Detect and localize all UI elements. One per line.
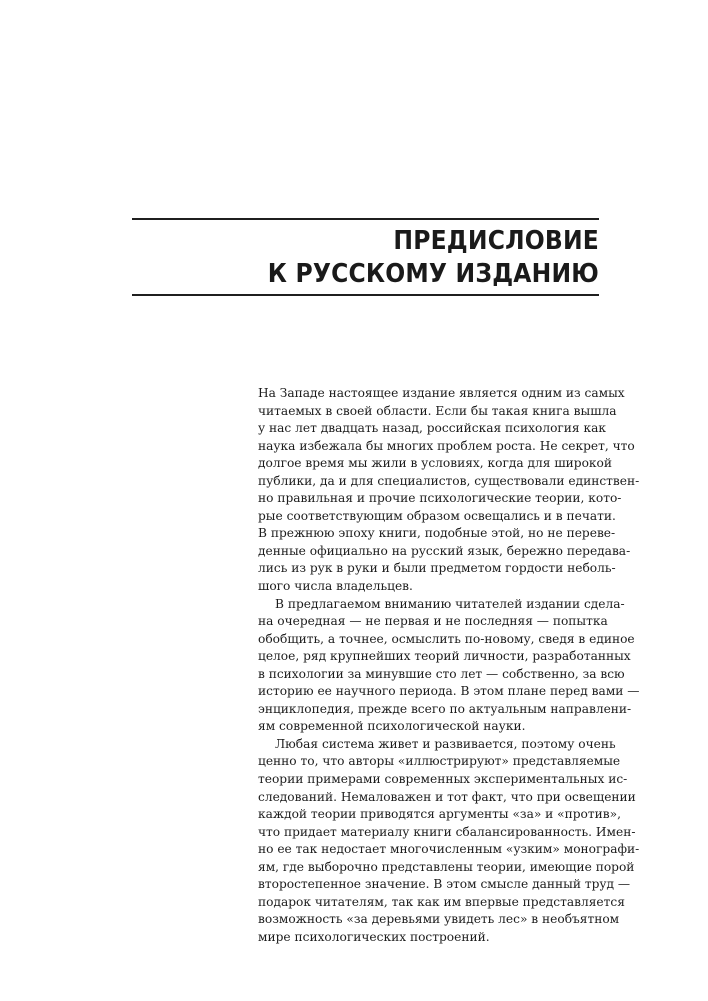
bottom-rule: [132, 294, 599, 296]
paragraph: [258, 736, 640, 947]
text-line: шого числа владельцев.: [258, 579, 413, 594]
text-line: Любая система живет и развивается, поэтому очень: [275, 736, 616, 751]
text-line: ценно то, что авторы «иллюстрируют» представляемые: [258, 754, 621, 769]
text-line: следований. Немаловажен и тот факт, что при освещении: [258, 789, 636, 804]
text-line: В предлагаемом вниманию читателей издании сдела-: [275, 596, 625, 611]
text-line: у нас лет двадцать назад, российская психология как: [258, 421, 606, 436]
text-line: но ее так недостает многочисленным «узким» монографи-: [258, 842, 640, 857]
text-line: На Западе настоящее издание является одним из самых: [258, 386, 625, 400]
text-line: на очередная — не первая и не последняя — попытка: [258, 614, 608, 629]
text-line: теории примерами современных экспериментальных ис-: [258, 772, 628, 787]
text-line: но правильная и прочие психологические теории, кото-: [258, 491, 622, 506]
paragraph: [258, 596, 640, 736]
text-line: лись из рук в руки и были предметом гордости неболь-: [258, 561, 616, 576]
text-line: второстепенное значение. В этом смысле данный труд —: [258, 877, 631, 892]
text-line: мире психологических построений.: [258, 929, 490, 944]
top-rule: [132, 218, 599, 220]
text-line: наука избежала бы многих проблем роста. Не секрет, что: [258, 438, 635, 453]
paragraph: [258, 385, 640, 596]
text-line: что придает материалу книги сбалансированность. Имен-: [258, 824, 636, 839]
page-title: [169, 225, 599, 291]
text-line: целое, ряд крупнейших теорий личности, разработанных: [258, 649, 631, 664]
text-line: публики, да и для специалистов, существовали единствен-: [258, 473, 640, 488]
title-line-2: К РУССКОМУ ИЗДАНИЮ: [267, 259, 599, 289]
text-line: возможность «за деревьями увидеть лес» в необъятном: [258, 912, 620, 927]
text-line: в психологии за минувшие сто лет — собственно, за всю: [258, 666, 625, 681]
text-line: денные официально на русский язык, бережно передава-: [258, 543, 631, 558]
text-line: долгое время мы жили в условиях, когда для широкой: [258, 456, 613, 471]
title-line-1: ПРЕДИСЛОВИЕ: [393, 226, 599, 256]
text-line: энциклопедия, прежде всего по актуальным направлени-: [258, 701, 632, 716]
text-line: В прежнюю эпоху книги, подобные этой, но не переве-: [258, 526, 616, 541]
text-line: каждой теории приводятся аргументы «за» и «против»,: [258, 807, 621, 822]
text-line: ям, где выборочно представлены теории, имеющие порой: [258, 859, 635, 874]
text-line: читаемых в своей области. Если бы такая книга вышла: [258, 403, 617, 418]
text-line: историю ее научного периода. В этом плане перед вами —: [258, 684, 640, 699]
body-text: [258, 385, 640, 947]
text-line: подарок читателям, так как им впервые представляется: [258, 894, 625, 909]
text-line: ям современной психологической науки.: [258, 719, 526, 734]
text-line: рые соответствующим образом освещались и в печати.: [258, 508, 616, 523]
text-line: обобщить, а точнее, осмыслить по-новому, сведя в единое: [258, 631, 635, 646]
